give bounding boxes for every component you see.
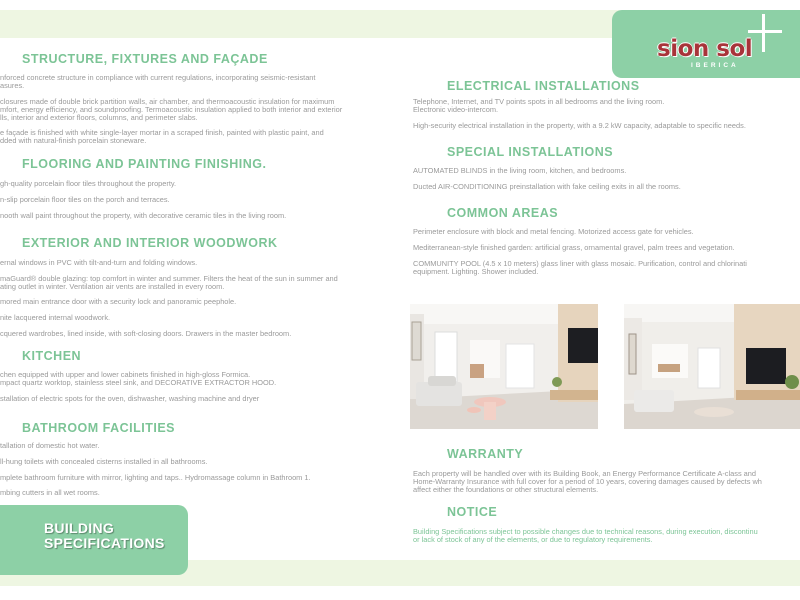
paragraph: chen equipped with upper and lower cabinets finished in high-gloss Formica. mpact quartz worktop, stainless steel sink, and DECORATIVE EXTRACTOR HOOD. (0, 370, 277, 387)
paragraph: Perimeter enclosure with block and metal fencing. Motorized access gate for vehicles. (413, 227, 694, 236)
paragraph: closures made of double brick partition walls, air chamber, and thermoacoustic insulation for maximum mfort, energy efficiency, and soundproofing. Termoacoustic insulation applied to both interior and exterior lls, interior and exterior floors, columns, and perimeter slabs. (0, 97, 343, 122)
heading-kitchen: KITCHEN (22, 349, 82, 363)
heading-structure: STRUCTURE, FIXTURES AND FAÇADE (22, 52, 268, 66)
living-room-photo-2 (624, 304, 800, 429)
paragraph: cquered wardrobes, lined inside, with soft-closing doors. Drawers in the master bedroom. (0, 329, 292, 338)
paragraph: e façade is finished with white single-layer mortar in a scraped finish, painted with plastic paint, and dded with natural-finish porcelain stoneware. (0, 128, 324, 145)
paragraph: AUTOMATED BLINDS in the living room, kitchen, and bedrooms. (413, 166, 627, 175)
paragraph: mbing cutters in all wet rooms. (0, 488, 100, 497)
heading-notice: NOTICE (447, 505, 498, 519)
logo-subtitle: IBERICA (691, 62, 739, 69)
heading-warranty: WARRANTY (447, 447, 524, 461)
paragraph: mored main entrance door with a security lock and panoramic peephole. (0, 297, 237, 306)
logo: sion sol (657, 36, 753, 62)
logo-plus-icon-bar (748, 30, 782, 33)
paragraph: gh-quality porcelain floor tiles throughout the property. (0, 179, 177, 188)
paragraph: Ducted AIR-CONDITIONING preinstallation with fake ceiling exits in all the rooms. (413, 182, 681, 191)
paragraph: mplete bathroom furniture with mirror, lighting and taps.. Hydromassage column in Bathroom 1. (0, 473, 311, 482)
paragraph: Mediterranean-style finished garden: artificial grass, ornamental gravel, palm trees and vegetation. (413, 243, 735, 252)
paragraph: tallation of domestic hot water. (0, 441, 100, 450)
paragraph: nooth wall paint throughout the property, with decorative ceramic tiles in the living room. (0, 211, 287, 220)
paragraph: n-slip porcelain floor tiles on the porch and terraces. (0, 195, 170, 204)
heading-special: SPECIAL INSTALLATIONS (447, 145, 614, 159)
notice-paragraph: Building Specifications subject to possible changes due to technical reasons, during execution, discontinu or lack of stock of any of the elements, or due to regulatory requirements. (413, 527, 758, 544)
heading-bathroom: BATHROOM FACILITIES (22, 421, 176, 435)
paragraph: ernal windows in PVC with tilt-and-turn and folding windows. (0, 258, 198, 267)
heading-common: COMMON AREAS (447, 206, 559, 220)
paragraph: COMMUNITY POOL (4.5 x 10 meters) glass liner with glass mosaic. Purification, control and chlorinati equipment. Lighting. Shower included. (413, 259, 747, 276)
living-room-photo-1 (410, 304, 598, 429)
heading-flooring: FLOORING AND PAINTING FINISHING. (22, 157, 267, 171)
paragraph: Each property will be handled over with its Building Book, an Energy Performance Certificate A-class and Home-Warranty Insurance with full cover for a period of 10 years, covering damages caused by defects wh affect either the foundations or other structural elements. (413, 469, 762, 494)
heading-electrical: ELECTRICAL INSTALLATIONS (447, 79, 640, 93)
paragraph: stallation of electric spots for the oven, dishwasher, washing machine and dryer (0, 394, 260, 403)
logo-plus-icon (762, 14, 765, 52)
paragraph: Telephone, Internet, and TV points spots in all bedrooms and the living room. Electronic video-intercom. (413, 97, 665, 114)
paragraph: maGuard® double glazing: top comfort in winter and summer. Filters the heat of the sun in summer and ating outlet in winter. Ventilation air vents are installed in every room. (0, 274, 338, 291)
paragraph: nite lacquered internal woodwork. (0, 313, 111, 322)
paragraph: High-security electrical installation in the property, with a 9.2 kW capacity, adaptable to specific needs. (413, 121, 746, 130)
heading-woodwork: EXTERIOR AND INTERIOR WOODWORK (22, 236, 278, 250)
paragraph: ll-hung toilets with concealed cisterns installed in all bathrooms. (0, 457, 208, 466)
paragraph: nforced concrete structure in compliance with current regulations, incorporating seismic-resistant asures. (0, 73, 316, 90)
page-title: BUILDING SPECIFICATIONS (44, 520, 165, 551)
